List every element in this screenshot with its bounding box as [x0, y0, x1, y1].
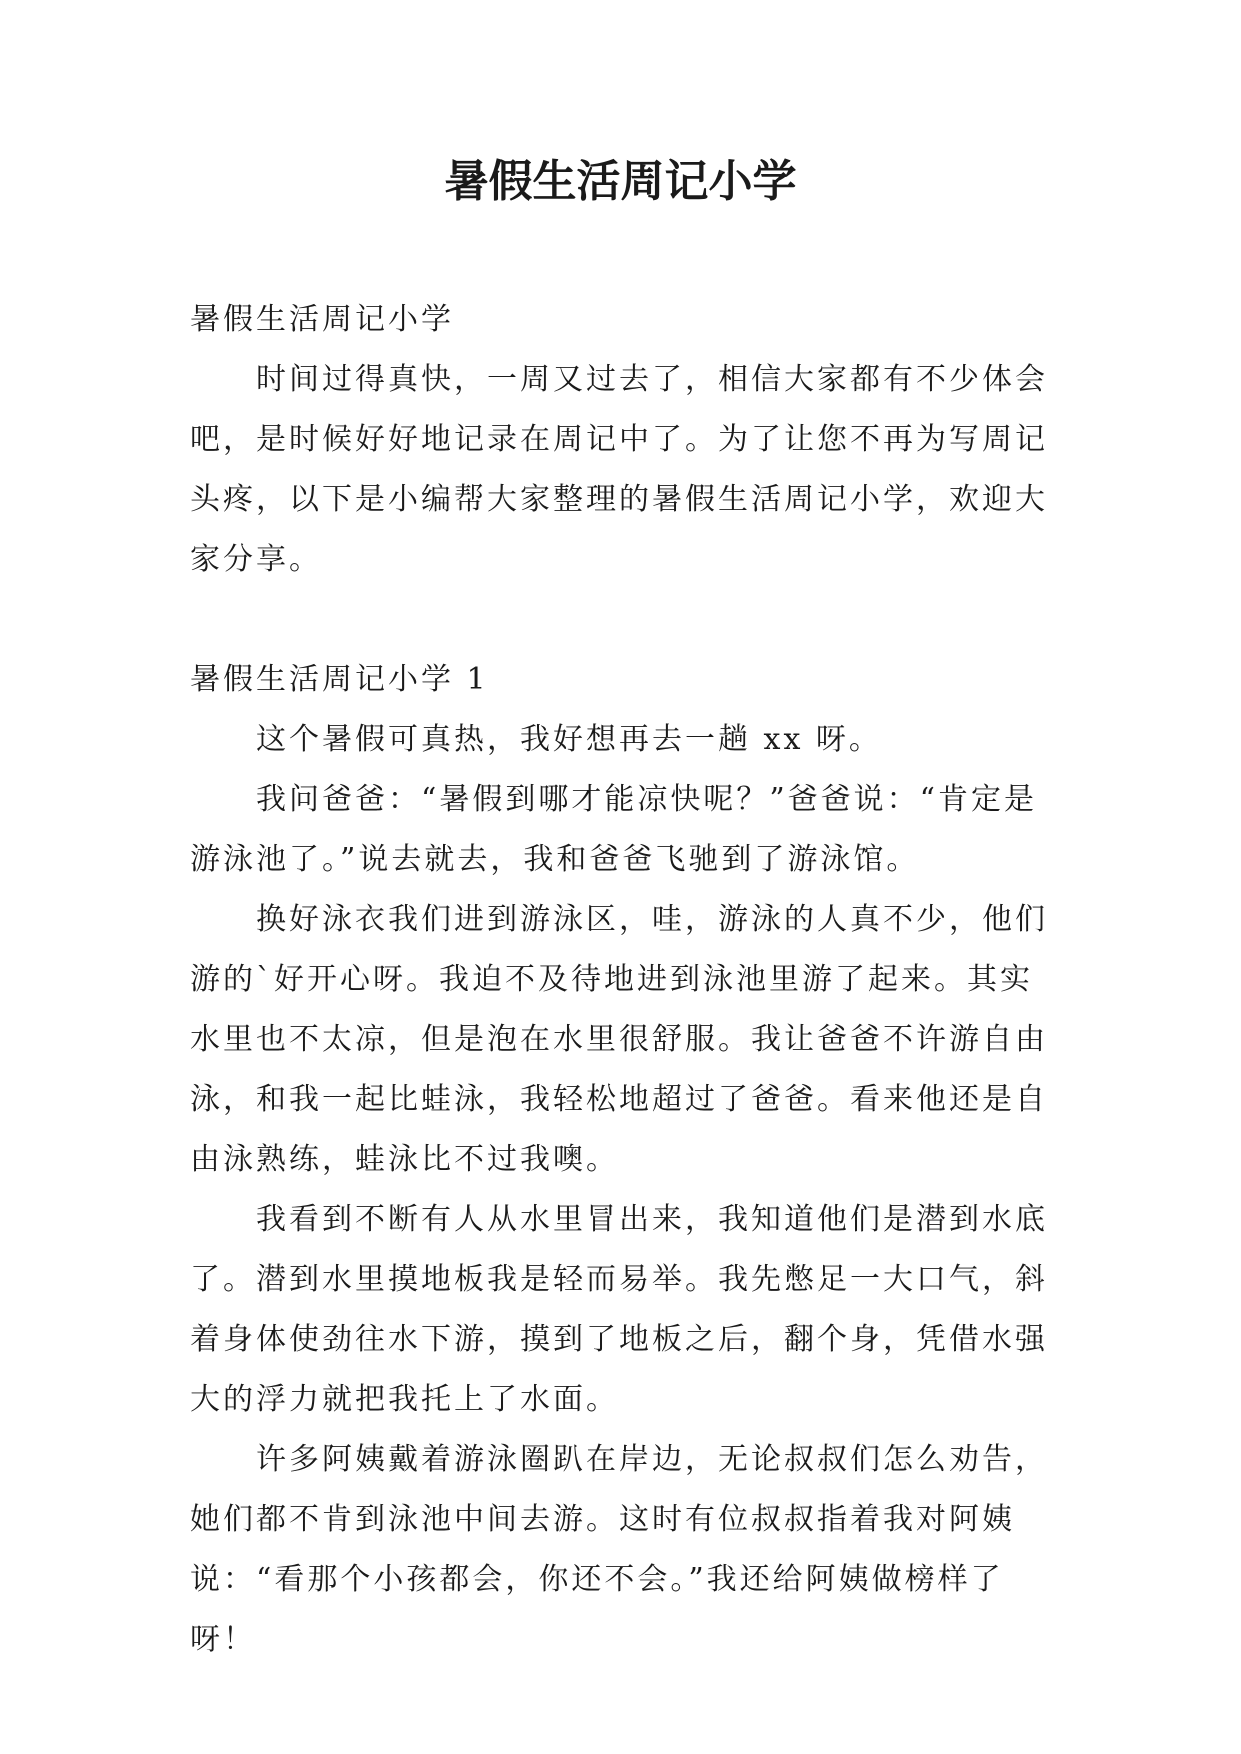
- body-paragraph-5: 许多阿姨戴着游泳圈趴在岸边，无论叔叔们怎么劝告，她们都不肯到泳池中间去游。这时有位叔叔指着我对阿姨说：“看那个小孩都会，你还不会。”我还给阿姨做榜样了呀！: [190, 1442, 1048, 1657]
- document-body: [190, 290, 1052, 1670]
- document-title: 暑假生活周记小学: [444, 156, 797, 207]
- section-spacer: [190, 590, 1052, 650]
- body-paragraph-2: 我问爸爸：“暑假到哪才能凉快呢？”爸爸说：“肯定是游泳池了。”说去就去，我和爸爸飞驰到了游泳馆。: [190, 782, 1038, 877]
- document-subtitle: 暑假生活周记小学: [190, 302, 454, 337]
- section-heading: 暑假生活周记小学 1: [190, 662, 489, 697]
- body-paragraph-1: 这个暑假可真热，我好想再去一趟 xx 呀。: [256, 722, 882, 757]
- body-paragraph-3: 换好泳衣我们进到游泳区，哇，游泳的人真不少，他们游的`好开心呀。我迫不及待地进到泳池里游了起来。其实水里也不太凉，但是泡在水里很舒服。我让爸爸不许游自由泳，和我一起比蛙泳，我轻松地超过了爸爸。看来他还是自由泳熟练，蛙泳比不过我噢。: [190, 902, 1048, 1177]
- intro-paragraph: 时间过得真快，一周又过去了，相信大家都有不少体会吧，是时候好好地记录在周记中了。为了让您不再为写周记头疼，以下是小编帮大家整理的暑假生活周记小学，欢迎大家分享。: [190, 362, 1048, 577]
- body-paragraph-4: 我看到不断有人从水里冒出来，我知道他们是潜到水底了。潜到水里摸地板我是轻而易举。我先憋足一大口气，斜着身体使劲往水下游，摸到了地板之后，翻个身，凭借水强大的浮力就把我托上了水面。: [190, 1202, 1048, 1417]
